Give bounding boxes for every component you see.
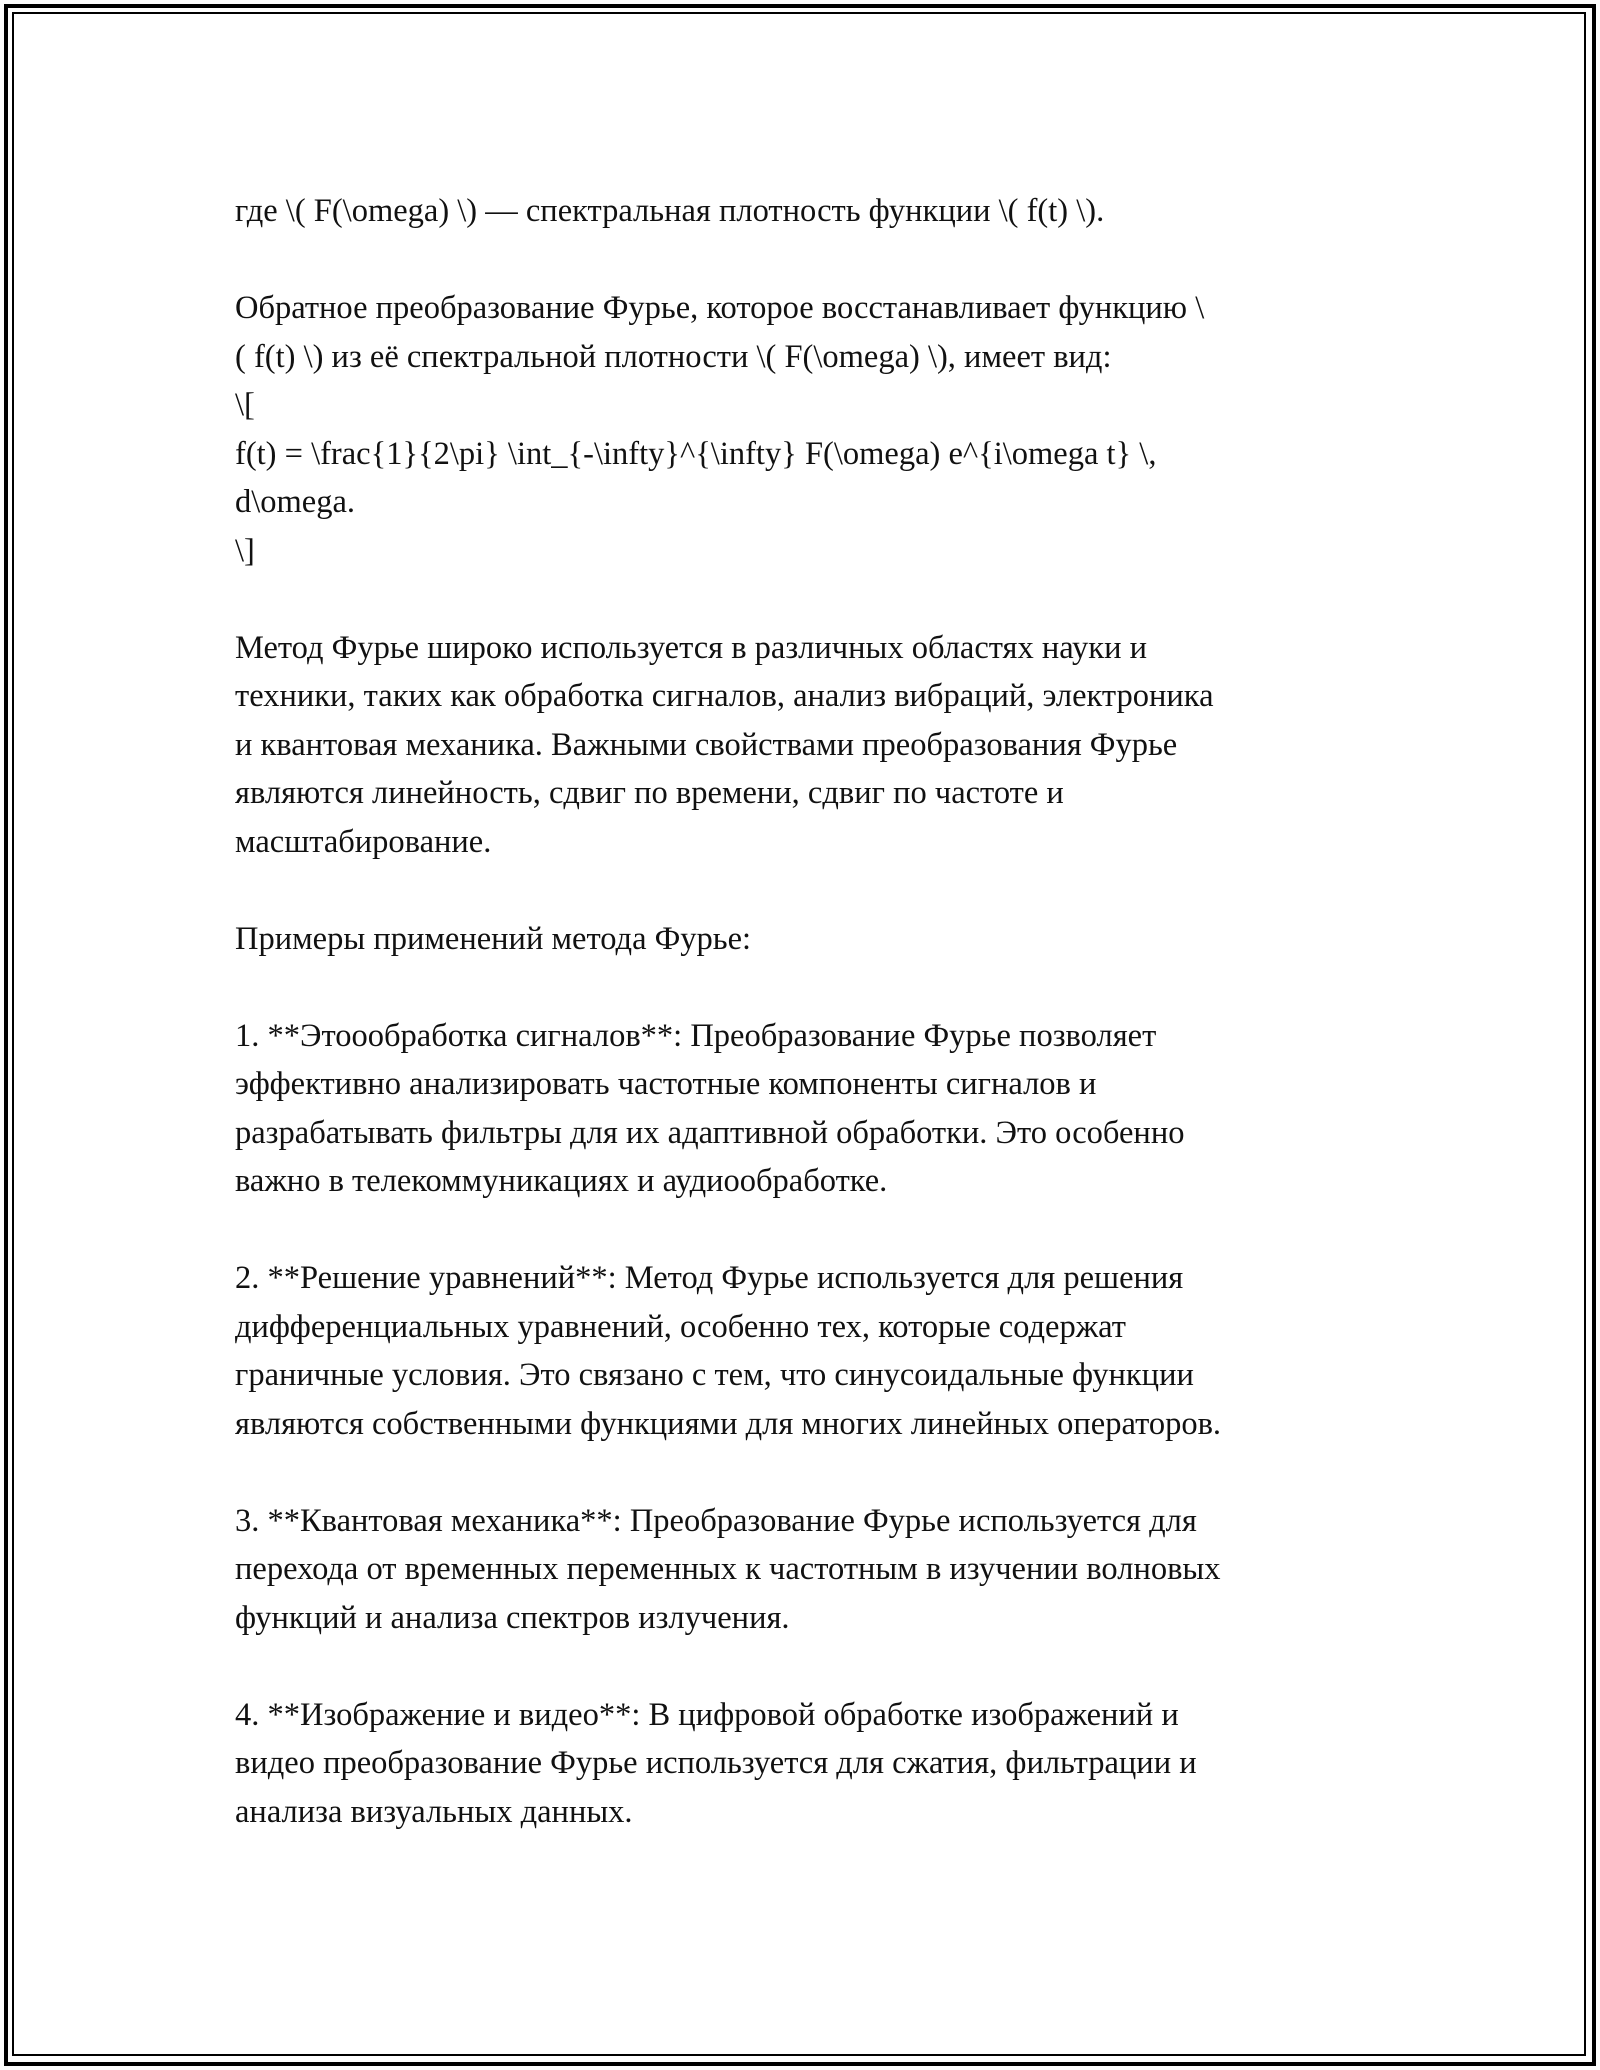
text-line: масштабирование. bbox=[235, 823, 492, 860]
text-line: являются линейность, сдвиг по времени, сдвиг по частоте и bbox=[235, 775, 1064, 811]
text-line: анализа визуальных данных. bbox=[235, 1793, 633, 1830]
example-item bbox=[235, 1012, 1370, 1206]
text-line: ( f(t) \) из её спектральной плотности \( F(\omega) \), имеет вид: bbox=[235, 338, 1112, 375]
paragraph-gap bbox=[235, 575, 1370, 624]
paragraph-gap bbox=[235, 1642, 1370, 1691]
text-line: граничные условия. Это связано с тем, что синусоидальные функции bbox=[235, 1357, 1194, 1393]
text-line: функций и анализа спектров излучения. bbox=[235, 1599, 790, 1636]
paragraph-gap bbox=[235, 866, 1370, 915]
example-item bbox=[235, 1254, 1370, 1448]
text-line: техники, таких как обработка сигналов, анализ вибраций, электроника bbox=[235, 678, 1214, 714]
heading-line: Примеры применений метода Фурье: bbox=[235, 920, 752, 957]
text-line: где \( F(\omega) \) — спектральная плотность функции \( f(t) \). bbox=[235, 193, 1105, 229]
formula-open: \[ bbox=[235, 387, 255, 423]
paragraph-gap bbox=[235, 1448, 1370, 1497]
paragraph-gap bbox=[235, 236, 1370, 285]
text-line: и квантовая механика. Важными свойствами преобразования Фурье bbox=[235, 726, 1178, 763]
method-paragraph bbox=[235, 624, 1370, 867]
example-item bbox=[235, 1691, 1370, 1837]
text-line: являются собственными функциями для многих линейных операторов. bbox=[235, 1405, 1222, 1442]
text-line: 2. **Решение уравнений**: Метод Фурье используется для решения bbox=[235, 1260, 1184, 1296]
text-line: дифференциальных уравнений, особенно тех, которые содержат bbox=[235, 1308, 1126, 1345]
text-line: эффективно анализировать частотные компоненты сигналов и bbox=[235, 1066, 1097, 1102]
inverse-transform-paragraph bbox=[235, 284, 1370, 575]
text-line: 1. **Этоообработка сигналов**: Преобразование Фурье позволяет bbox=[235, 1017, 1157, 1054]
formula-close: \] bbox=[235, 532, 255, 569]
paragraph-gap bbox=[235, 963, 1370, 1012]
example-item bbox=[235, 1497, 1370, 1643]
text-line: 4. **Изображение и видео**: В цифровой обработке изображений и bbox=[235, 1696, 1179, 1733]
formula-line: d\omega. bbox=[235, 484, 356, 520]
intro-paragraph bbox=[235, 187, 1370, 236]
document-body bbox=[235, 187, 1370, 1836]
text-line: Метод Фурье широко используется в различных областях науки и bbox=[235, 629, 1147, 666]
paragraph-gap bbox=[235, 1206, 1370, 1255]
text-line: перехода от временных переменных к частотным в изучении волновых bbox=[235, 1551, 1221, 1587]
formula-line: f(t) = \frac{1}{2\pi} \int_{-\infty}^{\infty} F(\omega) e^{i\omega t} \, bbox=[235, 435, 1157, 472]
text-line: важно в телекоммуникациях и аудиообработке. bbox=[235, 1163, 888, 1199]
text-line: разрабатывать фильтры для их адаптивной обработки. Это особенно bbox=[235, 1114, 1185, 1151]
text-line: Обратное преобразование Фурье, которое восстанавливает функцию \ bbox=[235, 290, 1205, 326]
examples-heading bbox=[235, 915, 1370, 964]
text-line: видео преобразование Фурье используется для сжатия, фильтрации и bbox=[235, 1745, 1197, 1781]
text-line: 3. **Квантовая механика**: Преобразование Фурье используется для bbox=[235, 1502, 1197, 1539]
